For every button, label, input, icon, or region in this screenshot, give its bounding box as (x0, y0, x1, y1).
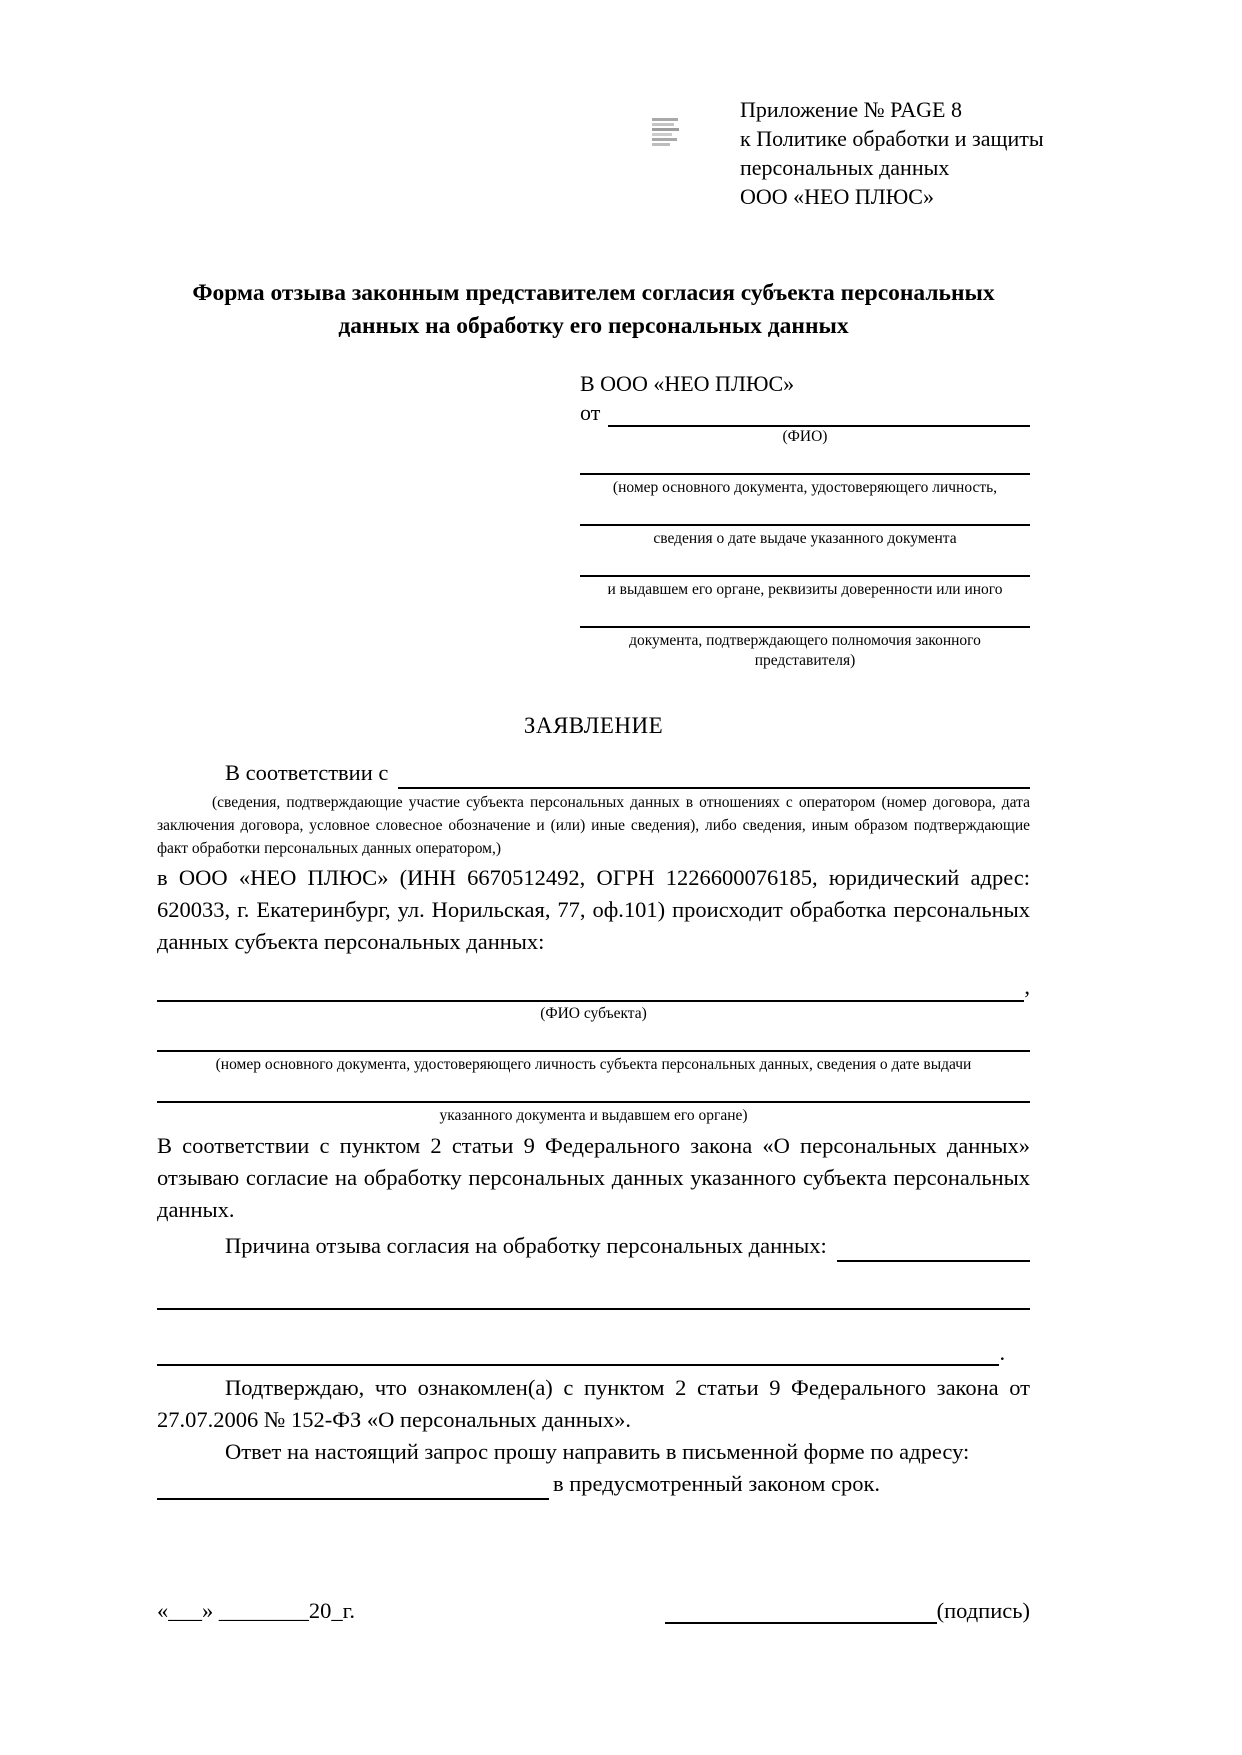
blank-line-reason-start (837, 1260, 1030, 1262)
subject-fio-caption: (ФИО субъекта) (540, 1005, 647, 1022)
reply-tail-text: в предусмотренный законом срок. (553, 1471, 880, 1496)
embedded-object-icon (652, 118, 679, 146)
date-blank: «___» ________20_г. (157, 1598, 355, 1623)
accordance-line (157, 757, 1030, 789)
footer-row (157, 1598, 1030, 1624)
blank-line-reply-address (157, 1498, 549, 1500)
reply-paragraph-line1: Ответ на настоящий запрос прошу направить в письменной форме по адресу: (225, 1439, 970, 1464)
operator-paragraph: в ООО «НЕО ПЛЮС» (ИНН 6670512492, ОГРН 1226600076185, юридический адрес: 620033, г. Екатеринбург, ул. Норильская, 77, оф.101) происходит обработка персональных данных субъекта персональных данных: (157, 865, 1030, 954)
subject-doc-caption: (номер основного документа, удостоверяющего личность субъекта персональных данных, сведения о дате выдачи (215, 1056, 972, 1073)
addressee-to-line: В ООО «НЕО ПЛЮС» (580, 371, 795, 396)
appendix-header-line: к Политике обработки и защиты (740, 126, 1044, 151)
field-caption: (номер основного документа, удостоверяющего личность, (612, 479, 998, 496)
addressee-block (580, 369, 1030, 671)
subject-doc-group (157, 1050, 1030, 1075)
appendix-header (740, 95, 1044, 211)
blank-line-reason-3 (157, 1364, 999, 1366)
blank-line-reason-2 (157, 1308, 1030, 1310)
addressee-field-group (580, 524, 1030, 549)
field-caption: и выдавшем его органе, реквизиты доверенности или иного (607, 581, 1003, 598)
field-caption: документа, подтверждающего полномочия законного представителя) (629, 632, 981, 669)
from-label: от (580, 400, 601, 425)
reason-blank-row (157, 1340, 1030, 1366)
blank-line-accordance (398, 787, 1030, 789)
addressee-field-group (580, 626, 1030, 671)
signature-area (665, 1598, 1030, 1624)
addressee-field-group (580, 575, 1030, 600)
appendix-header-line: ООО «НЕО ПЛЮС» (740, 184, 934, 209)
blank-line-signature (665, 1622, 937, 1624)
blank-line-issue-date (580, 524, 1030, 526)
blank-line-subject-document (157, 1050, 1030, 1052)
trailing-comma: , (1024, 974, 1030, 999)
appendix-header-line: Приложение № PAGE 8 (740, 97, 962, 122)
subject-doc-group (157, 1101, 1030, 1126)
statement-heading: ЗАЯВЛЕНИЕ (523, 713, 664, 738)
page-header (157, 95, 1044, 213)
blank-line-authority-document (580, 626, 1030, 628)
subject-fio-row (157, 972, 1030, 1002)
blank-line-issuing-authority (580, 575, 1030, 577)
trailing-period: . (999, 1340, 1006, 1365)
reason-line (157, 1230, 1030, 1262)
addressee-field-group (580, 473, 1030, 498)
blank-line-document-number (580, 473, 1030, 475)
signature-caption: (подпись) (936, 1598, 1030, 1623)
withdraw-paragraph: В соответствии с пунктом 2 статьи 9 Федерального закона «О персональных данных» отзываю согласие на обработку персональных данных указанного субъекта персональных данных. (157, 1133, 1030, 1222)
fine-print-note: (сведения, подтверждающие участие субъекта персональных данных в отношениях с оператором (номер договора, дата заключения договора, условное словесное обозначение и (или) иные сведения), либо сведения, иным образом подтверждающие факт обработки персональных данных оператором,) (157, 794, 1030, 857)
accordance-label: В соответствии с (225, 760, 389, 785)
fio-caption: (ФИО) (782, 428, 828, 445)
appendix-header-line: персональных данных (740, 155, 950, 180)
reply-paragraph-line2 (157, 1468, 1030, 1500)
confirm-paragraph: Подтверждаю, что ознакомлен(а) с пунктом 2 статьи 9 Федерального закона от 27.07.2006 № 152-ФЗ «О персональных данных». (157, 1375, 1030, 1432)
subject-doc-caption: указанного документа и выдавшем его органе) (439, 1107, 748, 1124)
blank-line-subject-fio (157, 1000, 1024, 1002)
reason-label: Причина отзыва согласия на обработку персональных данных: (225, 1233, 827, 1258)
document-title: Форма отзыва законным представителем согласия субъекта персональных данных на обработку его персональных данных (192, 280, 995, 339)
blank-line-issuing-organ (157, 1101, 1030, 1103)
field-caption: сведения о дате выдаче указанного документа (653, 530, 957, 547)
